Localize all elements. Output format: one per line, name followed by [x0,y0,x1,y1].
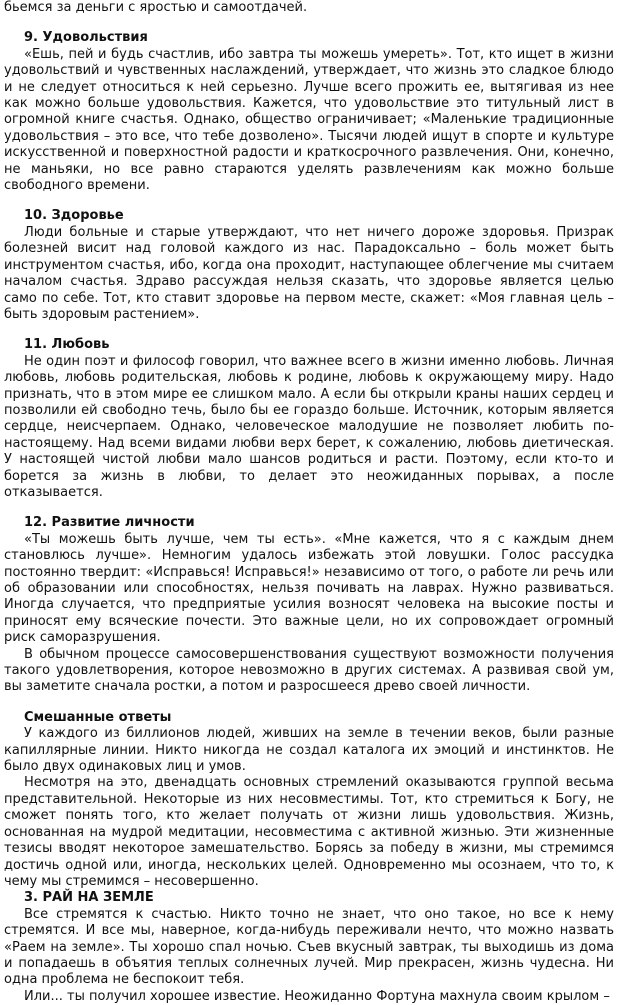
section-heading: 11. Любовь [24,337,110,353]
paragraph: Несмотря на это, двенадцать основных стремлений оказываются группой весьма представительной. Некоторые из них несовместимы. Тот, кто стремиться к Богу, не сможет понять того, кто желает получать от жизни лишь удовольствия. Жизнь, основанная на мудрой медитации, несовместима с активной жизнью. Эти жизненные тезисы вводят некоторое замешательство. Борясь за победу в жизни, мы стремимся достичь одной или, иногда, нескольких целей. Одновременно мы осознаем, что то, к чему мы стремимся – несовершенно. [4,775,614,889]
paragraph: В обычном процессе самосовершенствования существуют возможности получения такого удовлетворения, которое невозможно в других системах. А развивая свой ум, вы заметите сначала ростки, а потом и разросшееся древо своей личности. [4,646,614,695]
paragraph: У каждого из биллионов людей, живших на земле в течении веков, были разные капиллярные линии. Никто никогда не создал каталога их эмоций и инстинктов. Не было двух одинаковых лиц и умов. [4,726,614,775]
section-health [4,208,614,323]
intro-tail-text: бьемся за деньги с яростью и самоотдачей. [4,0,308,15]
paragraph: Все стремятся к счастью. Никто точно не знает, что оно такое, но все к нему стремятся. И все мы, наверное, когда-нибудь переживали нечто, что можно назвать «Раем на земле». Ты хорошо спал ночью. Съев вкусный завтрак, ты выходишь из дома и попадаешь в объятия теплых солнечных лучей. Мир прекрасен, жизнь чудесна. Ни одна проблема не беспокоит тебя. [4,906,614,988]
section-mixed-answers [4,710,614,890]
paragraph: «Ешь, пей и будь счастлив, ибо завтра ты можешь умереть». Тот, кто ищет в жизни удовольствий и чувственных наслаждений, утверждает, что жизнь это сладкое блюдо и не следует относиться к ней серьезно. Лучше всего прожить ее, вытягивая из нее как можно больше удовольствия. Кажется, что удовольствие это титульный лист в огромной книге счастья. Однако, общество ограничивает; «Маленькие традиционные удовольствия – это все, что тебе дозволено». Тысячи людей ищут в спорте и культуре искусственной и поверхностной радости и краткосрочного развлечения. Они, конечно, не маньяки, но все равно стараются уделять развлечениям как можно больше свободного времени. [4,46,614,194]
section-heading: 3. РАЙ НА ЗЕМЛЕ [24,890,154,906]
paragraph: «Ты можешь быть лучше, чем ты есть». «Мне кажется, что я с каждым днем становлюсь лучше». Немногим удалось избежать этой ловушки. Голос рассудка постоянно твердит: «Исправься! Исправься!» независимо от того, о работе ли речь или об образовании или способностях, нельзя почивать на лаврах. Нужно развиваться. Иногда случается, что предприятые усилия возносят человека на высокие посты и приносят ему всяческие почести. Это важные цели, но их сопровождает огромный риск саморазрушения. [4,531,614,646]
section-heading: 9. Удовольствия [24,30,148,46]
section-heading: Смешанные ответы [24,709,172,725]
section-love [4,337,614,501]
section-paradise-on-earth [4,890,614,1005]
section-personal-growth [4,515,614,695]
section-pleasures [4,30,614,194]
paragraph: Люди больные и старые утверждают, что нет ничего дороже здоровья. Призрак болезней висит над головой каждого из нас. Парадоксально – боль может быть инструментом счастья, ибо, когда она проходит, наступающее облегчение мы считаем началом счастья. Здраво рассуждая нельзя сказать, что здоровье является целью само по себе. Тот, кто ставит здоровье на первом месте, скажет: «Моя главная цель – быть здоровым растением». [4,224,614,322]
section-heading: 12. Развитие личности [24,515,195,531]
paragraph: Или... ты получил хорошее известие. Неожиданно Фортуна махнула своим крылом – [24,988,610,1004]
section-heading: 10. Здоровье [24,208,124,224]
paragraph: Не один поэт и философ говорил, что важнее всего в жизни именно любовь. Личная любовь, любовь родительская, любовь к родине, любовь к окружающему миру. Надо признать, что в этом мире ее слишком мало. А если бы открыли краны наших сердец и позволили ей свободно течь, было бы ее гораздо больше. Источник, которым является сердце, неисчерпаем. Однако, человеческое малодушие не позволяет любить по-настоящему. Над всеми видами любви верх берет, к сожалению, любовь диетическая. У настоящей чистой любви мало шансов родиться и расти. Поэтому, если кто-то и борется за жизнь в любви, то делает это неожиданных порывах, а после отказывается. [4,353,614,500]
